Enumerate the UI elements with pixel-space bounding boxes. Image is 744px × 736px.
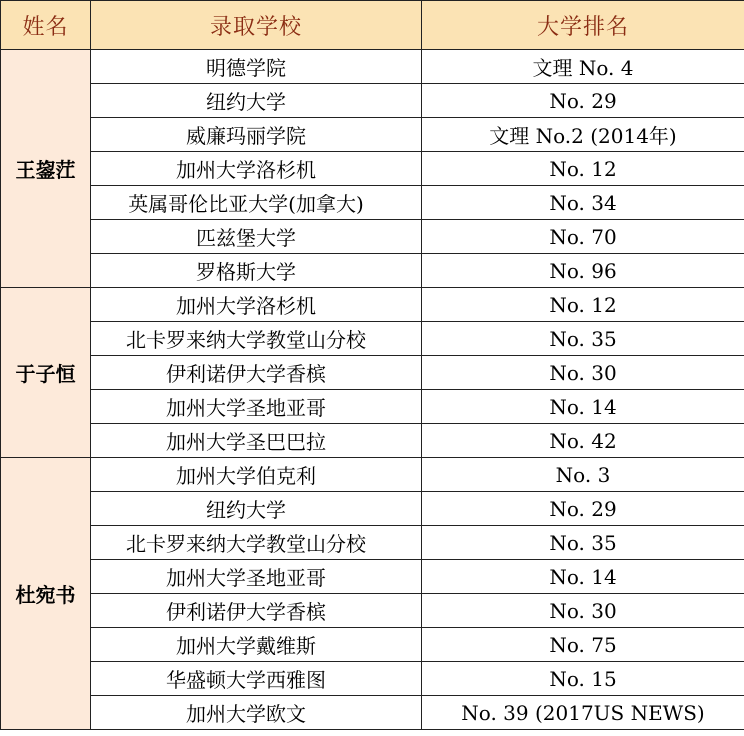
- table-row: [1, 84, 744, 118]
- rank-cell: No. 35: [422, 322, 744, 356]
- rank-cell: No. 96: [422, 254, 744, 288]
- rank-cell: No. 70: [422, 220, 744, 254]
- table-row: [1, 186, 744, 220]
- table-row: [1, 390, 744, 424]
- table-row: [1, 254, 744, 288]
- table-row: [1, 50, 744, 84]
- school-cell: 威廉玛丽学院: [91, 118, 422, 152]
- table-row: [1, 492, 744, 526]
- school-cell: 华盛顿大学西雅图: [91, 662, 422, 696]
- school-cell: 北卡罗来纳大学教堂山分校: [91, 322, 422, 356]
- school-cell: 加州大学戴维斯: [91, 628, 422, 662]
- rank-cell: No. 29: [422, 492, 744, 526]
- school-cell: 纽约大学: [91, 492, 422, 526]
- school-cell: 明德学院: [91, 50, 422, 84]
- table-row: [1, 594, 744, 628]
- table-row: [1, 220, 744, 254]
- table-row: [1, 628, 744, 662]
- rank-cell: No. 30: [422, 594, 744, 628]
- school-cell: 加州大学圣地亚哥: [91, 560, 422, 594]
- table-row: [1, 118, 744, 152]
- school-cell: 加州大学欧文: [91, 696, 422, 730]
- table-row: [1, 356, 744, 390]
- table-row: [1, 662, 744, 696]
- school-cell: 加州大学洛杉机: [91, 152, 422, 186]
- student-name: 杜宛书: [1, 458, 91, 730]
- table-row: [1, 322, 744, 356]
- school-cell: 伊利诺伊大学香槟: [91, 356, 422, 390]
- header-name: 姓名: [1, 1, 91, 50]
- school-cell: 纽约大学: [91, 84, 422, 118]
- school-cell: 伊利诺伊大学香槟: [91, 594, 422, 628]
- header-rank: 大学排名: [422, 1, 744, 50]
- rank-cell: No. 14: [422, 390, 744, 424]
- school-cell: 加州大学圣地亚哥: [91, 390, 422, 424]
- school-cell: 加州大学洛杉机: [91, 288, 422, 322]
- school-cell: 英属哥伦比亚大学(加拿大): [91, 186, 422, 220]
- rank-cell: 文理 No. 4: [422, 50, 744, 84]
- school-cell: 罗格斯大学: [91, 254, 422, 288]
- table-row: [1, 152, 744, 186]
- rank-cell: No. 30: [422, 356, 744, 390]
- table-row: [1, 526, 744, 560]
- rank-cell: No. 35: [422, 526, 744, 560]
- rank-cell: No. 15: [422, 662, 744, 696]
- rank-cell: No. 29: [422, 84, 744, 118]
- rank-cell: No. 12: [422, 152, 744, 186]
- school-cell: 匹兹堡大学: [91, 220, 422, 254]
- rank-cell: 文理 No.2 (2014年): [422, 118, 744, 152]
- rank-cell: No. 3: [422, 458, 744, 492]
- table-row: [1, 288, 744, 322]
- table-row: [1, 424, 744, 458]
- school-cell: 北卡罗来纳大学教堂山分校: [91, 526, 422, 560]
- table-row: [1, 696, 744, 730]
- table-row: [1, 560, 744, 594]
- rank-cell: No. 34: [422, 186, 744, 220]
- school-cell: 加州大学圣巴巴拉: [91, 424, 422, 458]
- student-name: 于子恒: [1, 288, 91, 458]
- rank-cell: No. 39 (2017US NEWS): [422, 696, 744, 730]
- school-cell: 加州大学伯克利: [91, 458, 422, 492]
- rank-cell: No. 12: [422, 288, 744, 322]
- rank-cell: No. 42: [422, 424, 744, 458]
- table-row: [1, 458, 744, 492]
- student-name: 王鋆茳: [1, 50, 91, 288]
- header-row: [1, 1, 744, 50]
- header-school: 录取学校: [91, 1, 422, 50]
- rank-cell: No. 75: [422, 628, 744, 662]
- rank-cell: No. 14: [422, 560, 744, 594]
